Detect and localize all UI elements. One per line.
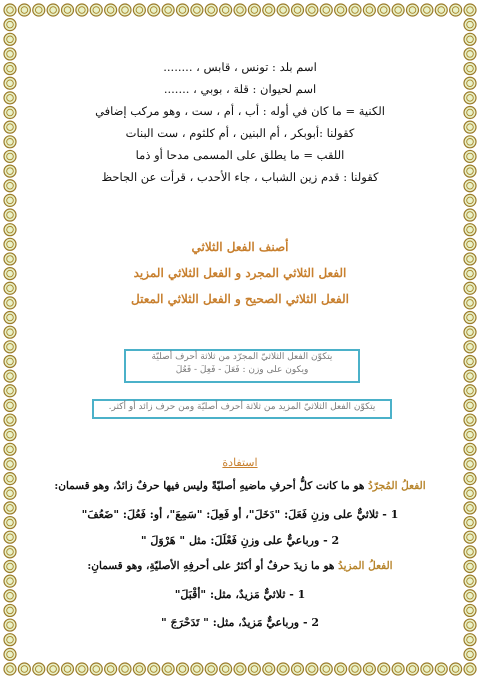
border-ring-icon	[363, 4, 375, 16]
border-ring-icon	[4, 487, 16, 499]
border-ring-icon	[464, 107, 476, 119]
border-ring-icon	[464, 180, 476, 192]
border-ring-icon	[464, 575, 476, 587]
border-ring-icon	[392, 663, 404, 675]
border-ring-icon	[378, 663, 390, 675]
border-ring-icon	[464, 253, 476, 265]
border-ring-icon	[450, 663, 462, 675]
border-ring-icon	[191, 4, 203, 16]
border-ring-icon	[450, 4, 462, 16]
border-ring-icon	[407, 4, 419, 16]
border-ring-icon	[464, 136, 476, 148]
border-ring-icon	[4, 33, 16, 45]
border-ring-icon	[162, 663, 174, 675]
border-ring-icon	[464, 531, 476, 543]
border-ring-icon	[277, 4, 289, 16]
border-ring-icon	[464, 312, 476, 324]
border-ring-icon	[464, 326, 476, 338]
border-ring-icon	[62, 663, 74, 675]
border-ring-icon	[435, 4, 447, 16]
border-ring-icon	[464, 224, 476, 236]
heading-sahih-mutal: الفعل الثلاثي الصحيح و الفعل الثلاثي المعتل	[131, 292, 349, 306]
border-ring-icon	[90, 663, 102, 675]
border-ring-icon	[464, 92, 476, 104]
text-line-laqab-examples: كقولنا : قدم زين الشباب ، جاء الأحدب ، قرأت عن الجاحظ	[101, 170, 379, 184]
border-ring-icon	[90, 4, 102, 16]
border-ring-icon	[464, 634, 476, 646]
border-ring-icon	[464, 619, 476, 631]
border-ring-icon	[4, 634, 16, 646]
border-ring-icon	[4, 63, 16, 75]
border-ring-icon	[4, 355, 16, 367]
border-ring-icon	[320, 663, 332, 675]
border-ring-icon	[464, 604, 476, 616]
border-ring-icon	[464, 443, 476, 455]
border-ring-icon	[320, 4, 332, 16]
mazid-box-text: يتكوّن الفعل الثلاثيّ المزيد من ثلاثة أحرف أصليّة ومن حرف زائد أو أكثر.	[108, 402, 376, 412]
border-ring-icon	[4, 19, 16, 31]
heading-classify-verb: أصنف الفعل الثلاثي	[191, 240, 289, 254]
border-ring-icon	[105, 663, 117, 675]
border-ring-icon	[4, 77, 16, 89]
border-ring-icon	[464, 209, 476, 221]
border-ring-icon	[464, 590, 476, 602]
border-ring-icon	[306, 663, 318, 675]
border-ring-icon	[464, 429, 476, 441]
border-ring-icon	[4, 560, 16, 572]
border-ring-icon	[205, 663, 217, 675]
border-ring-icon	[18, 663, 30, 675]
border-ring-icon	[349, 663, 361, 675]
border-ring-icon	[248, 663, 260, 675]
mujarrad-item-1: 1 - ثلاثيٌّ على وزنِ فَعَلَ: "دَخَلَ"، أو فَعِلَ: "سَمِعَ"، أو: فَعُلَ: "ضَعُفَ"	[81, 508, 399, 521]
border-ring-icon	[177, 663, 189, 675]
border-ring-icon	[464, 648, 476, 660]
border-ring-icon	[4, 253, 16, 265]
border-ring-icon	[464, 473, 476, 485]
mazid-definition-box	[92, 399, 392, 419]
border-ring-icon	[4, 590, 16, 602]
border-ring-icon	[177, 4, 189, 16]
border-ring-icon	[4, 48, 16, 60]
border-ring-icon	[148, 4, 160, 16]
border-ring-icon	[4, 107, 16, 119]
border-ring-icon	[464, 355, 476, 367]
border-ring-icon	[464, 268, 476, 280]
border-ring-icon	[248, 4, 260, 16]
border-ring-icon	[464, 399, 476, 411]
border-ring-icon	[4, 575, 16, 587]
border-ring-icon	[133, 663, 145, 675]
border-ring-icon	[277, 663, 289, 675]
mujarrad-item-2: 2 - ورباعيٌّ على وزنِ فَعْلَلَ: مثل " هَرْوَلَ "	[140, 534, 340, 547]
border-ring-icon	[4, 224, 16, 236]
border-ring-icon	[4, 399, 16, 411]
border-ring-icon	[464, 370, 476, 382]
border-ring-icon	[464, 63, 476, 75]
text-line-animal-name: اسم لحيوان : قلة ، بوبي ، .......	[163, 82, 317, 96]
border-ring-icon	[234, 663, 246, 675]
border-ring-icon	[76, 663, 88, 675]
mujarrad-box-line-2: ويكون على وزن : فَعَلَ - فَعِلَ - فَعُلَ	[175, 365, 309, 375]
border-ring-icon	[4, 312, 16, 324]
border-ring-icon	[4, 531, 16, 543]
border-ring-icon	[421, 663, 433, 675]
border-ring-icon	[4, 136, 16, 148]
mazid-definition-text: هو ما زيدَ حرفٌ أو أكثرُ على أحرفِهِ الأصليّةِ، وهو قسمانِ:	[87, 560, 335, 572]
mazid-definition-line	[30, 560, 450, 572]
border-ring-icon	[220, 663, 232, 675]
border-ring-icon	[162, 4, 174, 16]
heading-mujarrad-mazid: الفعل الثلاثي المجرد و الفعل الثلاثي المزيد	[133, 266, 347, 280]
border-ring-icon	[4, 121, 16, 133]
border-ring-icon	[292, 4, 304, 16]
border-ring-icon	[4, 268, 16, 280]
mazid-item-2: 2 - ورباعيٌّ مَزيدٌ، مثل: " تَدَحْرَجَ "	[160, 616, 319, 629]
border-ring-icon	[205, 4, 217, 16]
border-ring-icon	[191, 663, 203, 675]
border-ring-icon	[464, 560, 476, 572]
border-ring-icon	[18, 4, 30, 16]
border-ring-icon	[407, 663, 419, 675]
border-ring-icon	[148, 663, 160, 675]
border-ring-icon	[234, 4, 246, 16]
border-ring-icon	[464, 48, 476, 60]
border-ring-icon	[464, 414, 476, 426]
border-ring-icon	[349, 4, 361, 16]
border-ring-icon	[4, 517, 16, 529]
border-ring-icon	[378, 4, 390, 16]
border-ring-icon	[4, 619, 16, 631]
border-ring-icon	[4, 546, 16, 558]
border-ring-icon	[263, 663, 275, 675]
border-ring-icon	[464, 238, 476, 250]
border-ring-icon	[4, 326, 16, 338]
border-ring-icon	[4, 238, 16, 250]
border-ring-icon	[464, 121, 476, 133]
border-ring-icon	[4, 370, 16, 382]
border-ring-icon	[292, 663, 304, 675]
border-ring-icon	[4, 443, 16, 455]
text-line-country-name: اسم بلد : تونس ، قابس ، ........	[163, 60, 317, 74]
border-ring-icon	[335, 4, 347, 16]
border-ring-icon	[464, 487, 476, 499]
border-ring-icon	[4, 341, 16, 353]
border-ring-icon	[464, 341, 476, 353]
border-ring-icon	[306, 4, 318, 16]
mazid-item-1: 1 - ثلاثيٌّ مَزيدٌ، مثل: "أقْبَلَ"	[174, 588, 306, 601]
border-ring-icon	[4, 502, 16, 514]
border-ring-icon	[421, 4, 433, 16]
text-line-kunya-examples: كقولنا :أبوبكر ، أم البنين ، أم كلثوم ، ست البنات	[125, 126, 355, 140]
border-ring-icon	[464, 19, 476, 31]
border-ring-icon	[263, 4, 275, 16]
border-ring-icon	[464, 502, 476, 514]
border-ring-icon	[76, 4, 88, 16]
border-ring-icon	[464, 385, 476, 397]
border-ring-icon	[4, 604, 16, 616]
border-ring-icon	[4, 165, 16, 177]
border-ring-icon	[464, 4, 476, 16]
border-ring-icon	[4, 297, 16, 309]
border-ring-icon	[33, 663, 45, 675]
page-content	[30, 30, 450, 650]
text-line-kunya-definition: الكنية = ما كان في أوله : أب ، أم ، ست ، وهو مركب إضافي	[95, 104, 385, 118]
border-ring-icon	[4, 282, 16, 294]
border-ring-icon	[105, 4, 117, 16]
border-ring-icon	[4, 429, 16, 441]
mujarrad-definition-text: هو ما كانت كلُّ أحرفِ ماضيهِ أصليّةً وليس فيها حرفٌ زائدٌ، وهو قسمان:	[54, 480, 365, 492]
border-ring-icon	[47, 663, 59, 675]
border-ring-icon	[4, 92, 16, 104]
border-ring-icon	[4, 150, 16, 162]
border-ring-icon	[4, 209, 16, 221]
border-ring-icon	[335, 663, 347, 675]
border-ring-icon	[119, 663, 131, 675]
border-ring-icon	[392, 4, 404, 16]
border-ring-icon	[464, 150, 476, 162]
border-ring-icon	[363, 663, 375, 675]
border-ring-icon	[4, 458, 16, 470]
border-ring-icon	[62, 4, 74, 16]
border-ring-icon	[435, 663, 447, 675]
mujarrad-box-line-1: يتكوّن الفعل الثلاثيّ المجرّد من ثلاثة أحرف أصليّة	[151, 352, 333, 362]
border-ring-icon	[464, 663, 476, 675]
border-ring-icon	[47, 4, 59, 16]
text-line-laqab-definition: اللقب = ما يطلق على المسمى مدحا أو ذما	[135, 148, 345, 162]
border-ring-icon	[464, 77, 476, 89]
border-ring-icon	[4, 473, 16, 485]
border-ring-icon	[133, 4, 145, 16]
border-ring-icon	[4, 663, 16, 675]
border-ring-icon	[464, 517, 476, 529]
border-ring-icon	[464, 282, 476, 294]
border-ring-icon	[4, 194, 16, 206]
istifada-title: استفادة	[222, 456, 258, 469]
border-ring-icon	[4, 4, 16, 16]
border-ring-icon	[33, 4, 45, 16]
border-ring-icon	[464, 297, 476, 309]
border-ring-icon	[4, 414, 16, 426]
border-ring-icon	[220, 4, 232, 16]
border-ring-icon	[464, 546, 476, 558]
border-ring-icon	[464, 33, 476, 45]
mazid-term: الفعلُ المزيدُ	[338, 560, 393, 572]
border-ring-icon	[464, 194, 476, 206]
border-ring-icon	[119, 4, 131, 16]
border-ring-icon	[4, 648, 16, 660]
border-ring-icon	[464, 458, 476, 470]
border-ring-icon	[464, 165, 476, 177]
mujarrad-definition-line	[30, 480, 450, 492]
border-ring-icon	[4, 180, 16, 192]
mujarrad-definition-box	[124, 349, 360, 383]
mujarrad-term: الفعلُ المُجرّدُ	[368, 480, 426, 492]
border-ring-icon	[4, 385, 16, 397]
